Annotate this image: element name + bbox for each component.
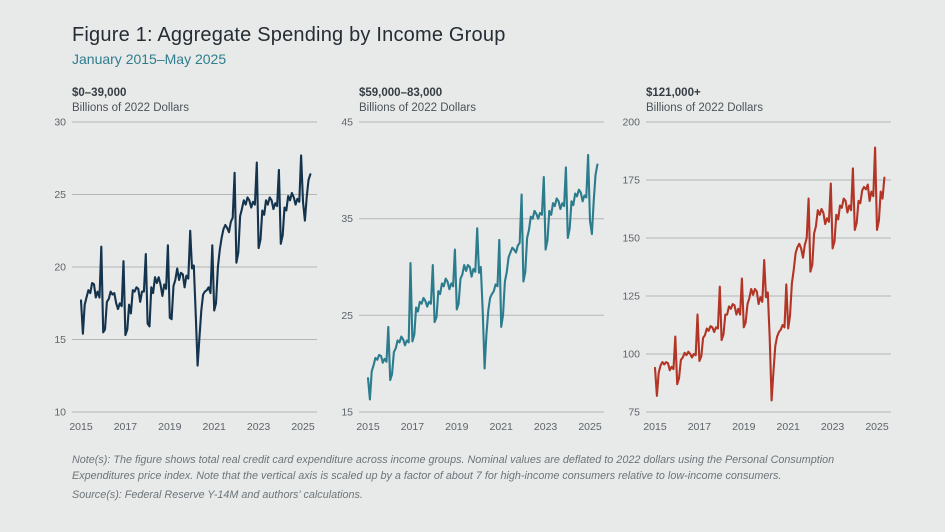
svg-text:125: 125 (622, 290, 640, 303)
svg-text:2015: 2015 (356, 421, 380, 433)
svg-text:2015: 2015 (69, 421, 93, 433)
svg-text:45: 45 (341, 116, 353, 129)
svg-text:15: 15 (54, 334, 66, 346)
svg-text:100: 100 (622, 348, 640, 361)
svg-text:25: 25 (54, 189, 66, 201)
svg-text:175: 175 (622, 174, 640, 187)
svg-text:20: 20 (54, 261, 66, 274)
charts-row (46, 86, 945, 438)
svg-text:2023: 2023 (533, 421, 558, 433)
line-chart-middle-income (333, 116, 604, 438)
figure-subtitle: January 2015–May 2025 (72, 51, 227, 67)
svg-text:2021: 2021 (776, 421, 800, 433)
svg-text:2021: 2021 (202, 421, 226, 433)
svg-text:2025: 2025 (865, 421, 889, 433)
svg-text:2019: 2019 (732, 421, 756, 433)
line-chart-high-income (620, 116, 891, 438)
svg-text:10: 10 (54, 406, 66, 419)
svg-text:75: 75 (628, 406, 640, 419)
chart-panel-high-income (620, 86, 891, 438)
panel-income-range-label: $0–39,000 (72, 87, 127, 99)
svg-text:150: 150 (622, 232, 640, 245)
panel-income-range-label: $121,000+ (646, 87, 701, 99)
svg-text:35: 35 (341, 213, 353, 226)
panel-units-label: Billions of 2022 Dollars (72, 102, 189, 114)
line-chart-low-income (46, 116, 317, 438)
figure-source: Source(s): Federal Reserve Y-14M and authors' calculations. (72, 489, 363, 502)
svg-text:25: 25 (341, 309, 353, 322)
svg-text:2019: 2019 (158, 421, 182, 433)
svg-text:30: 30 (54, 116, 66, 129)
panel-units-label: Billions of 2022 Dollars (359, 102, 476, 114)
svg-text:2025: 2025 (291, 421, 315, 433)
chart-panel-middle-income (333, 86, 604, 438)
panel-units-label: Billions of 2022 Dollars (646, 102, 763, 114)
svg-text:2023: 2023 (246, 421, 271, 433)
svg-text:2017: 2017 (113, 421, 138, 433)
svg-text:2025: 2025 (578, 421, 602, 433)
svg-text:15: 15 (341, 406, 353, 419)
svg-text:2017: 2017 (400, 421, 425, 433)
svg-text:2017: 2017 (687, 421, 712, 433)
svg-text:2019: 2019 (445, 421, 469, 433)
figure-note: Note(s): The figure shows total real credit card expenditure across income groups. Nominal values are deflated to 2022 dollars using the Personal Consumption Expenditures price index. Note that the vertical axis is scaled up by a factor of about 7 for high-income consumers relative to low-income consumers. (72, 454, 835, 482)
figure-notes (72, 453, 854, 503)
figure-title: Figure 1: Aggregate Spending by Income Group (72, 24, 506, 46)
chart-panel-low-income (46, 86, 317, 438)
svg-text:2021: 2021 (489, 421, 513, 433)
panel-income-range-label: $59,000–83,000 (359, 87, 443, 99)
svg-text:200: 200 (622, 116, 640, 129)
svg-text:2015: 2015 (643, 421, 667, 433)
svg-text:2023: 2023 (820, 421, 845, 433)
